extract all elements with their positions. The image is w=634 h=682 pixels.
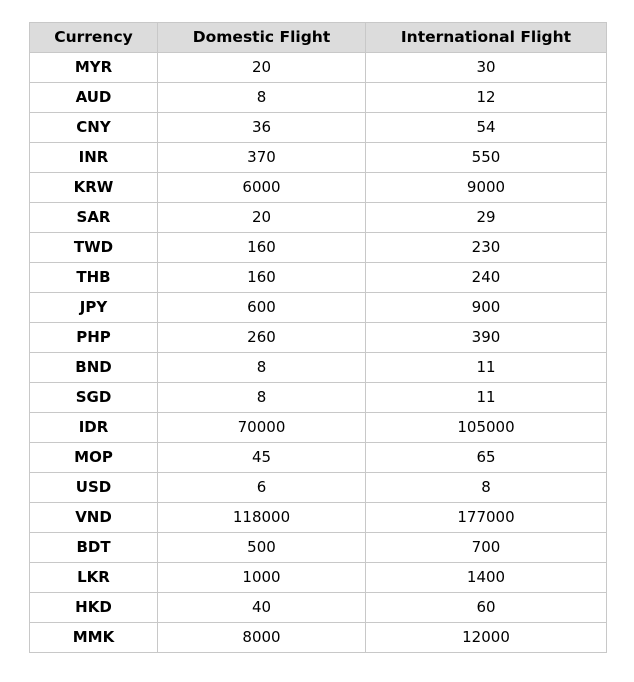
domestic-fee-cell: 8 bbox=[158, 383, 366, 413]
header-domestic-flight: Domestic Flight bbox=[158, 23, 366, 53]
domestic-fee-cell: 6000 bbox=[158, 173, 366, 203]
domestic-fee-cell: 6 bbox=[158, 473, 366, 503]
currency-code-cell: KRW bbox=[30, 173, 158, 203]
domestic-fee-cell: 70000 bbox=[158, 413, 366, 443]
currency-code-cell: BDT bbox=[30, 533, 158, 563]
domestic-fee-cell: 36 bbox=[158, 113, 366, 143]
domestic-fee-cell: 600 bbox=[158, 293, 366, 323]
international-fee-cell: 9000 bbox=[366, 173, 607, 203]
currency-code-cell: MOP bbox=[30, 443, 158, 473]
currency-code-cell: CNY bbox=[30, 113, 158, 143]
currency-fee-table bbox=[29, 22, 607, 653]
currency-code-cell: TWD bbox=[30, 233, 158, 263]
domestic-fee-cell: 260 bbox=[158, 323, 366, 353]
international-fee-cell: 105000 bbox=[366, 413, 607, 443]
international-fee-cell: 29 bbox=[366, 203, 607, 233]
currency-code-cell: USD bbox=[30, 473, 158, 503]
table-row bbox=[30, 413, 607, 443]
header-international-flight: International Flight bbox=[366, 23, 607, 53]
header-row bbox=[30, 23, 607, 53]
currency-code-cell: HKD bbox=[30, 593, 158, 623]
domestic-fee-cell: 45 bbox=[158, 443, 366, 473]
international-fee-cell: 390 bbox=[366, 323, 607, 353]
domestic-fee-cell: 160 bbox=[158, 263, 366, 293]
international-fee-cell: 550 bbox=[366, 143, 607, 173]
table-row bbox=[30, 623, 607, 653]
table-row bbox=[30, 593, 607, 623]
currency-code-cell: MMK bbox=[30, 623, 158, 653]
table-row bbox=[30, 173, 607, 203]
domestic-fee-cell: 8 bbox=[158, 353, 366, 383]
table-row bbox=[30, 383, 607, 413]
currency-code-cell: SGD bbox=[30, 383, 158, 413]
domestic-fee-cell: 1000 bbox=[158, 563, 366, 593]
international-fee-cell: 12 bbox=[366, 83, 607, 113]
domestic-fee-cell: 160 bbox=[158, 233, 366, 263]
table-row bbox=[30, 503, 607, 533]
header-currency: Currency bbox=[30, 23, 158, 53]
table-row bbox=[30, 203, 607, 233]
table-row bbox=[30, 563, 607, 593]
table-row bbox=[30, 233, 607, 263]
domestic-fee-cell: 500 bbox=[158, 533, 366, 563]
international-fee-cell: 700 bbox=[366, 533, 607, 563]
table-row bbox=[30, 533, 607, 563]
international-fee-cell: 12000 bbox=[366, 623, 607, 653]
table-row bbox=[30, 83, 607, 113]
table-body bbox=[30, 53, 607, 653]
currency-code-cell: JPY bbox=[30, 293, 158, 323]
domestic-fee-cell: 118000 bbox=[158, 503, 366, 533]
table-row bbox=[30, 263, 607, 293]
table-row bbox=[30, 473, 607, 503]
currency-code-cell: AUD bbox=[30, 83, 158, 113]
domestic-fee-cell: 8000 bbox=[158, 623, 366, 653]
table-row bbox=[30, 113, 607, 143]
domestic-fee-cell: 40 bbox=[158, 593, 366, 623]
domestic-fee-cell: 20 bbox=[158, 203, 366, 233]
domestic-fee-cell: 20 bbox=[158, 53, 366, 83]
international-fee-cell: 65 bbox=[366, 443, 607, 473]
international-fee-cell: 54 bbox=[366, 113, 607, 143]
international-fee-cell: 60 bbox=[366, 593, 607, 623]
currency-code-cell: IDR bbox=[30, 413, 158, 443]
currency-code-cell: LKR bbox=[30, 563, 158, 593]
international-fee-cell: 177000 bbox=[366, 503, 607, 533]
international-fee-cell: 8 bbox=[366, 473, 607, 503]
international-fee-cell: 11 bbox=[366, 353, 607, 383]
domestic-fee-cell: 370 bbox=[158, 143, 366, 173]
table-header bbox=[30, 23, 607, 53]
currency-code-cell: MYR bbox=[30, 53, 158, 83]
table-row bbox=[30, 293, 607, 323]
table-row bbox=[30, 353, 607, 383]
currency-code-cell: SAR bbox=[30, 203, 158, 233]
table-row bbox=[30, 443, 607, 473]
currency-code-cell: INR bbox=[30, 143, 158, 173]
international-fee-cell: 1400 bbox=[366, 563, 607, 593]
table-row bbox=[30, 143, 607, 173]
table-row bbox=[30, 53, 607, 83]
international-fee-cell: 230 bbox=[366, 233, 607, 263]
international-fee-cell: 11 bbox=[366, 383, 607, 413]
international-fee-cell: 900 bbox=[366, 293, 607, 323]
domestic-fee-cell: 8 bbox=[158, 83, 366, 113]
table-row bbox=[30, 323, 607, 353]
international-fee-cell: 30 bbox=[366, 53, 607, 83]
currency-code-cell: BND bbox=[30, 353, 158, 383]
international-fee-cell: 240 bbox=[366, 263, 607, 293]
currency-code-cell: THB bbox=[30, 263, 158, 293]
currency-code-cell: VND bbox=[30, 503, 158, 533]
currency-code-cell: PHP bbox=[30, 323, 158, 353]
